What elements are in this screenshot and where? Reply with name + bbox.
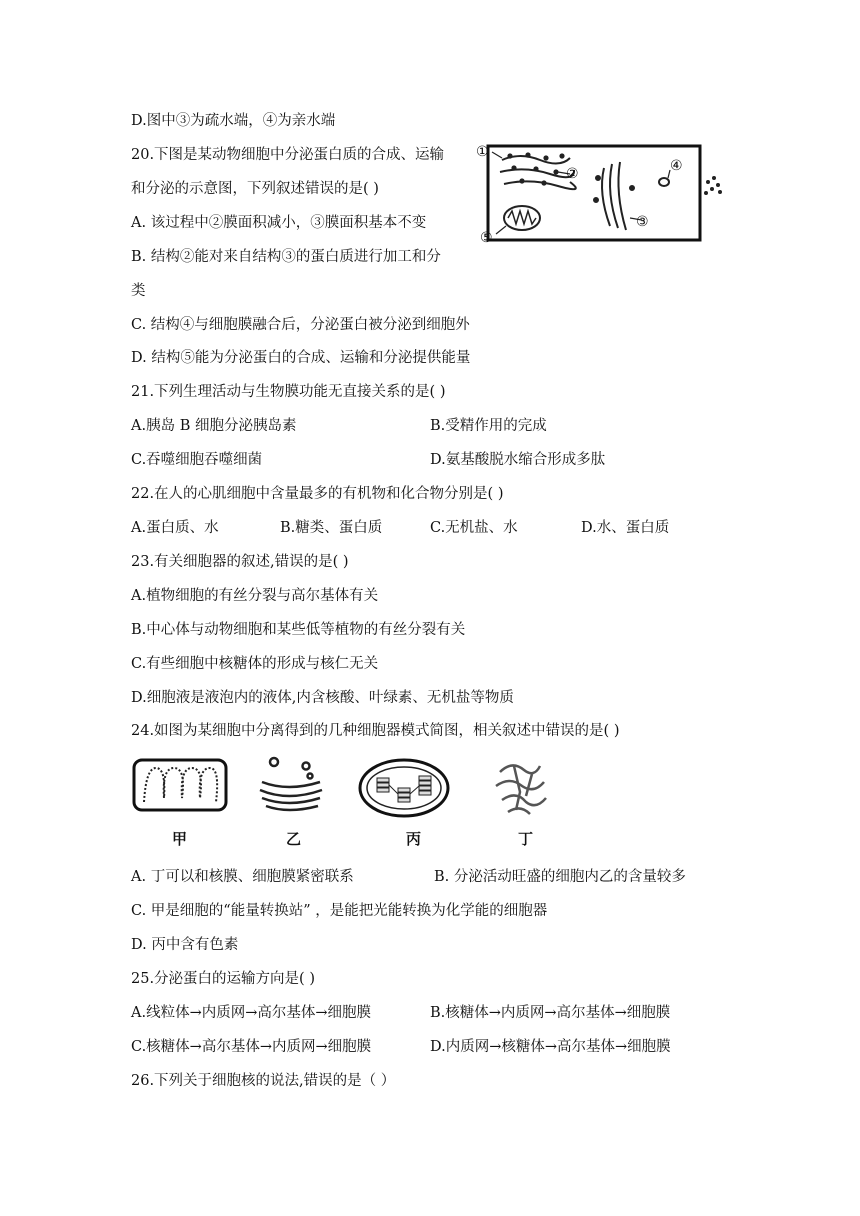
label-2: ② xyxy=(566,166,579,182)
organelle-diagram xyxy=(128,752,560,852)
secretion-cell-diagram xyxy=(470,138,732,248)
q22-option-a: A.蛋白质、水 xyxy=(131,520,219,536)
er-ding xyxy=(496,765,546,814)
q24-option-a: A. 丁可以和核膜、细胞膜紧密联系 xyxy=(131,869,354,885)
q23-option-d: D.细胞液是液泡内的液体,内含核酸、叶绿素、无机盐等物质 xyxy=(131,690,514,706)
label-jia: 甲 xyxy=(172,830,188,848)
label-yi: 乙 xyxy=(286,830,302,848)
q25-option-d: D.内质网→核糖体→高尔基体→细胞膜 xyxy=(430,1039,671,1055)
question-25-stem: 25.分泌蛋白的运输方向是( ) xyxy=(131,971,315,987)
label-1: ① xyxy=(476,144,489,160)
q21-option-c: C.吞噬细胞吞噬细菌 xyxy=(131,452,263,468)
label-bing: 丙 xyxy=(406,830,422,848)
label-ding: 丁 xyxy=(518,830,534,848)
vesicle xyxy=(659,178,669,186)
question-24-stem: 24.如图为某细胞中分离得到的几种细胞器模式简图，相关叙述中错误的是( ) xyxy=(131,723,620,739)
q20-option-c: C. 结构④与细胞膜融合后，分泌蛋白被分泌到细胞外 xyxy=(131,317,470,333)
question-23-stem: 23.有关细胞器的叙述,错误的是( ) xyxy=(131,554,349,570)
q22-option-d: D.水、蛋白质 xyxy=(581,520,670,536)
cell-membrane xyxy=(488,146,700,240)
q23-option-a: A.植物细胞的有丝分裂与高尔基体有关 xyxy=(131,588,379,604)
q22-option-b: B.糖类、蛋白质 xyxy=(280,520,383,536)
label-3: ③ xyxy=(636,214,649,230)
q21-option-b: B.受精作用的完成 xyxy=(430,418,547,434)
q24-option-c: C. 甲是细胞的“能量转换站” ，是能把光能转换为化学能的细胞器 xyxy=(131,903,548,919)
q20-option-b-cont: 类 xyxy=(131,283,146,299)
question-20-stem-cont: 和分泌的示意图，下列叙述错误的是( ) xyxy=(131,181,379,197)
q23-option-b: B.中心体与动物细胞和某些低等植物的有丝分裂有关 xyxy=(131,622,466,638)
q20-option-b: B. 结构②能对来自结构③的蛋白质进行加工和分 xyxy=(131,249,441,265)
question-21-stem: 21.下列生理活动与生物膜功能无直接关系的是( ) xyxy=(131,384,446,400)
q21-option-d: D.氨基酸脱水缩合形成多肽 xyxy=(430,452,606,468)
q20-option-d: D. 结构⑤能为分泌蛋白的合成、运输和分泌提供能量 xyxy=(131,350,471,366)
label-5: ⑤ xyxy=(480,230,493,246)
mitochondrion-jia xyxy=(134,760,226,810)
question-26-stem: 26.下列关于细胞核的说法,错误的是（ ） xyxy=(131,1073,396,1089)
mitochondrion xyxy=(504,206,540,230)
secreted-protein-dots xyxy=(704,176,722,195)
question-22-stem: 22.在人的心肌细胞中含量最多的有机物和化合物分别是( ) xyxy=(131,486,504,502)
golgi-apparatus xyxy=(594,162,634,230)
option-line: D.图中③为疏水端，④为亲水端 xyxy=(131,113,336,129)
q25-option-c: C.核糖体→高尔基体→内质网→细胞膜 xyxy=(131,1039,372,1055)
q20-option-a: A. 该过程中②膜面积减小，③膜面积基本不变 xyxy=(131,215,427,231)
q21-option-a: A.胰岛 B 细胞分泌胰岛素 xyxy=(131,418,297,434)
q23-option-c: C.有些细胞中核糖体的形成与核仁无关 xyxy=(131,656,379,672)
golgi-yi xyxy=(260,758,322,810)
label-4: ④ xyxy=(670,158,683,174)
q22-option-c: C.无机盐、水 xyxy=(430,520,518,536)
question-20-stem: 20.下图是某动物细胞中分泌蛋白质的合成、运输 xyxy=(131,147,445,163)
q25-option-a: A.线粒体→内质网→高尔基体→细胞膜 xyxy=(131,1005,372,1021)
q24-option-b: B. 分泌活动旺盛的细胞内乙的含量较多 xyxy=(434,869,686,885)
rough-er xyxy=(500,153,576,189)
q24-option-d: D. 丙中含有色素 xyxy=(131,937,239,953)
q25-option-b: B.核糖体→内质网→高尔基体→细胞膜 xyxy=(430,1005,671,1021)
chloroplast-bing xyxy=(360,760,448,816)
